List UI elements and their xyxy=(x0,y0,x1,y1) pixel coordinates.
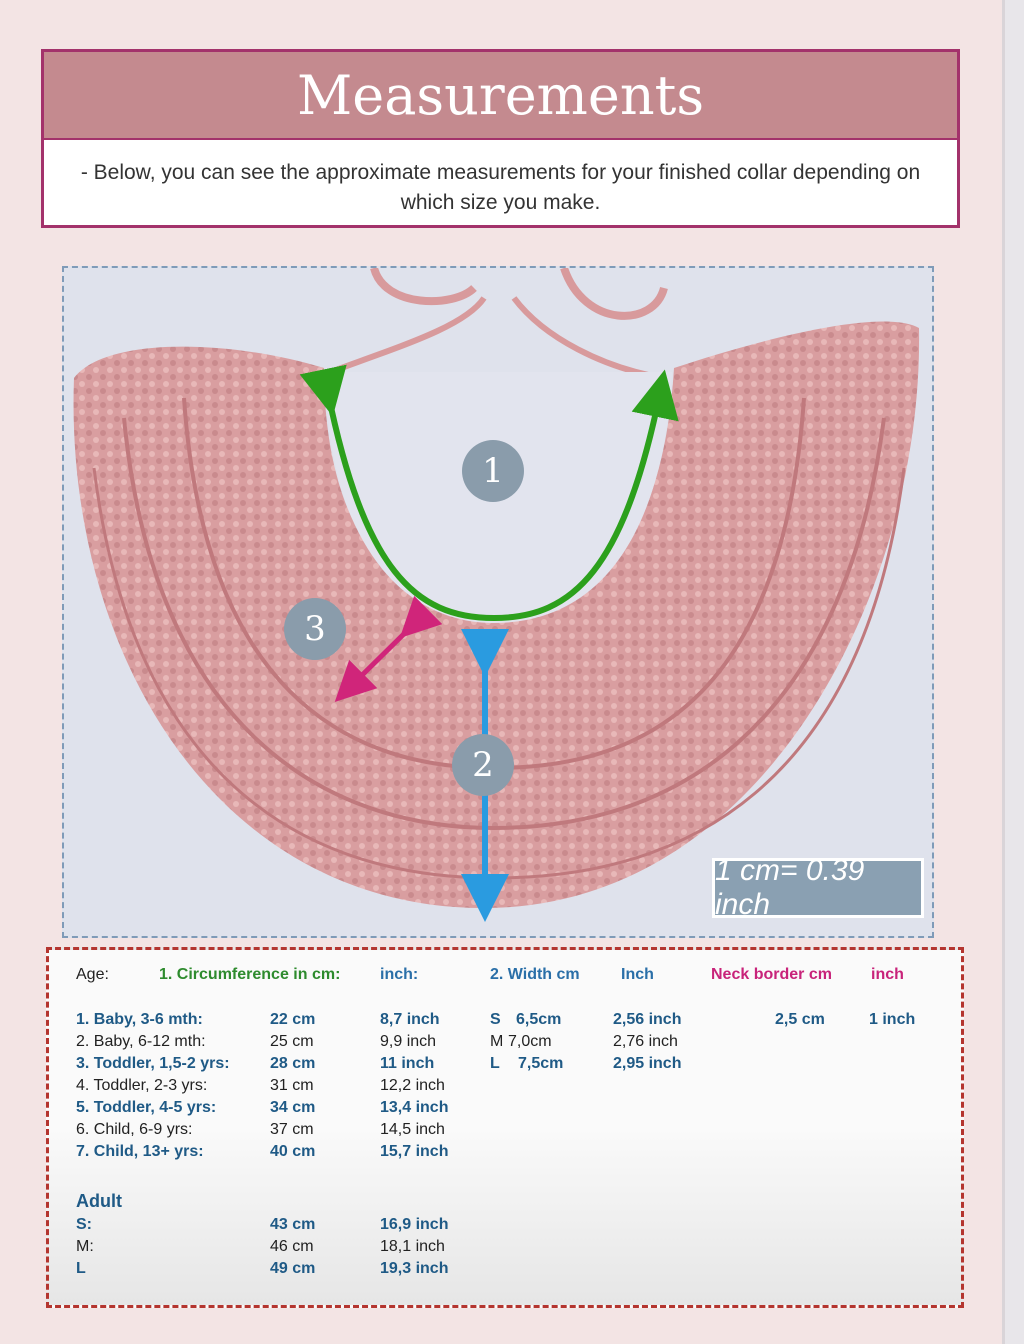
collar-photo xyxy=(62,266,934,938)
adult-inch: 16,9 inch xyxy=(380,1216,449,1233)
row-inch: 9,9 inch xyxy=(380,1033,437,1050)
header-width-inch: Inch xyxy=(621,966,654,983)
row-cm: 22 cm xyxy=(270,1011,316,1028)
marker-neck-border: 3 xyxy=(284,598,346,660)
adult-cm: 43 cm xyxy=(270,1216,316,1233)
collar-illustration xyxy=(64,268,934,938)
row-age: 3. Toddler, 1,5-2 yrs: xyxy=(76,1055,230,1072)
adult-cm: 49 cm xyxy=(270,1260,316,1277)
width-cm: 7,0cm xyxy=(508,1033,552,1050)
row-age: 7. Child, 13+ yrs: xyxy=(76,1143,204,1160)
scale-note: 1 cm= 0.39 inch xyxy=(712,858,924,918)
width-inch: 2,76 inch xyxy=(613,1033,678,1050)
marker-circumference: 1 xyxy=(462,440,524,502)
row-cm: 34 cm xyxy=(270,1099,316,1116)
adult-size: M: xyxy=(76,1238,94,1255)
row-age: 2. Baby, 6-12 mth: xyxy=(76,1033,206,1050)
adult-inch: 18,1 inch xyxy=(380,1238,445,1255)
adult-inch: 19,3 inch xyxy=(380,1260,449,1277)
row-cm: 37 cm xyxy=(270,1121,314,1138)
scrollbar-track[interactable] xyxy=(1005,0,1024,1344)
adult-heading: Adult xyxy=(76,1191,122,1211)
row-age: 1. Baby, 3-6 mth: xyxy=(76,1011,203,1028)
measurements-table xyxy=(46,947,964,1308)
row-inch: 15,7 inch xyxy=(380,1143,449,1160)
row-inch: 12,2 inch xyxy=(380,1077,445,1094)
row-cm: 31 cm xyxy=(270,1077,314,1094)
row-inch: 8,7 inch xyxy=(380,1011,440,1028)
adult-cm: 46 cm xyxy=(270,1238,314,1255)
row-inch: 14,5 inch xyxy=(380,1121,445,1138)
adult-size: S: xyxy=(76,1216,92,1233)
row-cm: 25 cm xyxy=(270,1033,314,1050)
neck-cm: 2,5 cm xyxy=(775,1011,825,1028)
width-cm: 7,5cm xyxy=(518,1055,564,1072)
header-circumference: 1. Circumference in cm: xyxy=(159,966,341,983)
row-inch: 11 inch xyxy=(380,1055,435,1072)
width-inch: 2,56 inch xyxy=(613,1011,682,1028)
header-neck-inch: inch xyxy=(871,966,904,983)
header-age: Age: xyxy=(76,966,109,983)
intro-text: - Below, you can see the approximate measurements for your finished collar depending on which size you make. xyxy=(80,161,921,214)
marker-width: 2 xyxy=(452,734,514,796)
row-age: 5. Toddler, 4-5 yrs: xyxy=(76,1099,217,1116)
row-age: 6. Child, 6-9 yrs: xyxy=(76,1121,193,1138)
row-age: 4. Toddler, 2-3 yrs: xyxy=(76,1077,208,1094)
row-cm: 28 cm xyxy=(270,1055,316,1072)
row-cm: 40 cm xyxy=(270,1143,316,1160)
width-size: S xyxy=(490,1011,501,1028)
width-size: L xyxy=(490,1055,500,1072)
header-width: 2. Width cm xyxy=(490,966,580,983)
adult-size: L xyxy=(76,1260,86,1277)
header-inch: inch: xyxy=(380,966,419,983)
title-bar xyxy=(44,52,957,140)
neck-inch: 1 inch xyxy=(869,1011,916,1028)
width-inch: 2,95 inch xyxy=(613,1055,682,1072)
page-title: Measurements xyxy=(296,63,705,127)
row-inch: 13,4 inch xyxy=(380,1099,449,1116)
header-neck-border: Neck border cm xyxy=(711,966,832,983)
width-cm: 6,5cm xyxy=(516,1011,562,1028)
width-size: M xyxy=(490,1033,504,1050)
title-box xyxy=(41,49,960,228)
